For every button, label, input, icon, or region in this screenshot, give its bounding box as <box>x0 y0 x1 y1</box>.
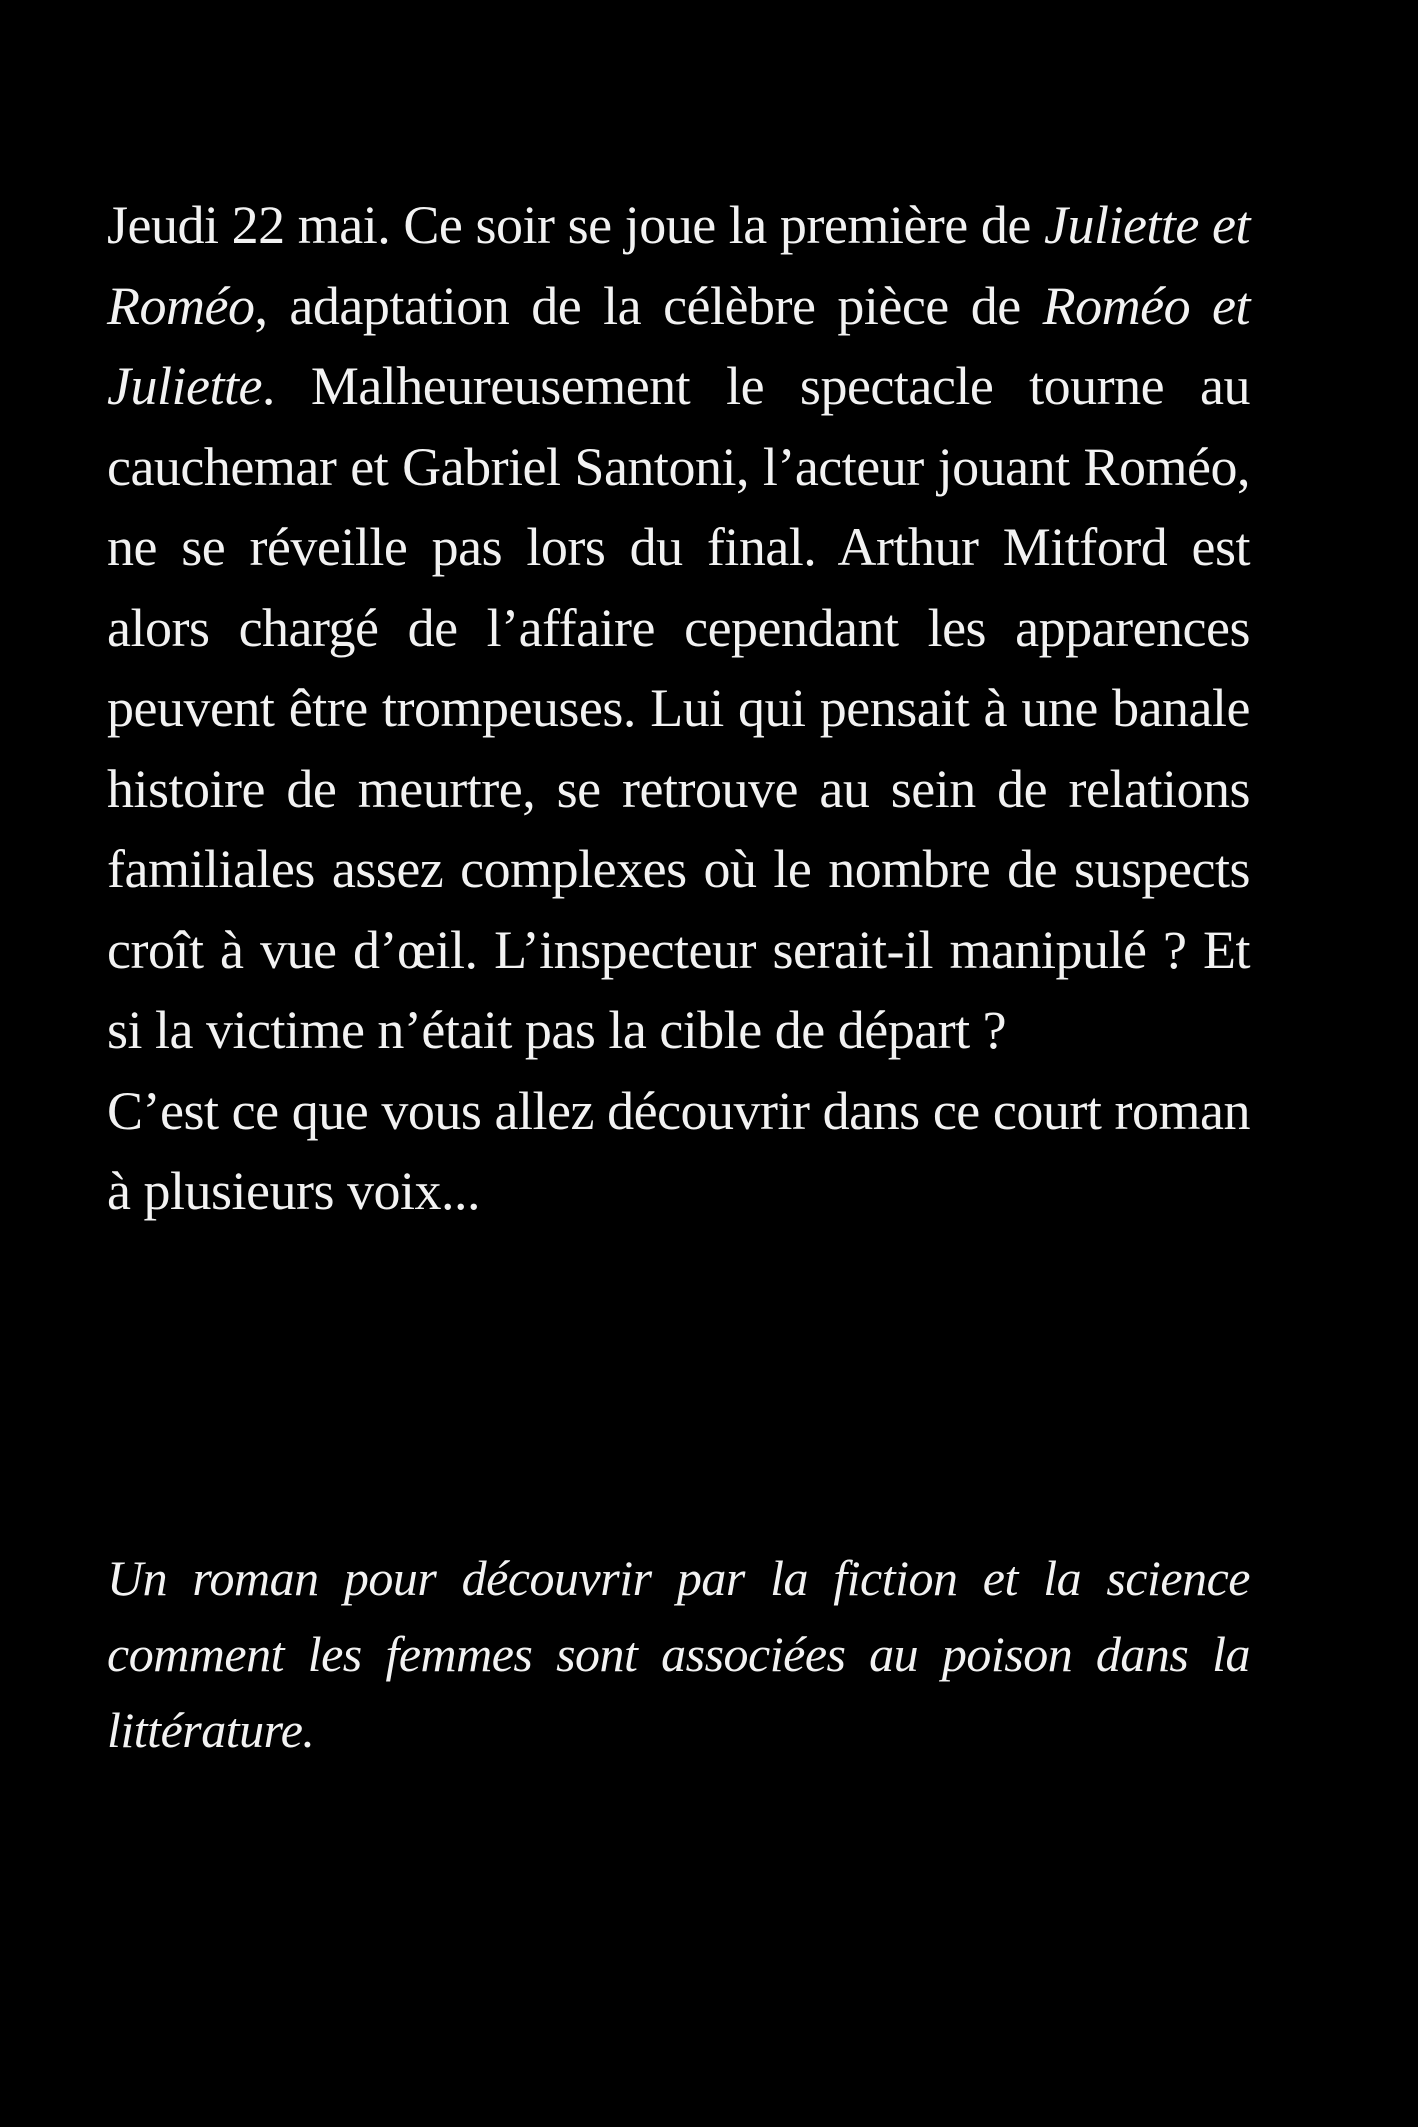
synopsis-closing <box>107 1071 1250 1232</box>
play-title-adaptation: Juliette et Roméo <box>107 195 1250 336</box>
synopsis-block <box>107 185 1250 1232</box>
play-title-original: Roméo et Juliette <box>107 275 1250 416</box>
synopsis-text-adaptation: , adaptation de la célèbre pièce de <box>254 275 1043 336</box>
synopsis-closing-text: C’est ce que vous allez découvrir dans ce court roman à plusieurs voix... <box>107 1080 1250 1221</box>
tagline: Un roman pour découvrir par la fiction et la science comment les femmes sont associées au poison dans la littérature. <box>107 1550 1250 1758</box>
synopsis-paragraph <box>107 185 1250 1071</box>
synopsis-text-intro: Jeudi 22 mai. Ce soir se joue la première de <box>107 195 1044 255</box>
synopsis-text-plot: . Malheureusement le spectacle tourne au cauchemar et Gabriel Santoni, l’acteur jouant Roméo, ne se réveille pas lors du final. Arthur Mitford est alors chargé de l’affaire cependant les apparences peuvent être trompeuses. Lui qui pensait à une banale histoire de meurtre, se retrouve au sein de relations familiales assez complexes où le nombre de suspects croît à vue d’œil. L’inspecteur serait-il manipulé ? Et si la victime n’était pas la cible de départ ? <box>107 356 1250 1060</box>
